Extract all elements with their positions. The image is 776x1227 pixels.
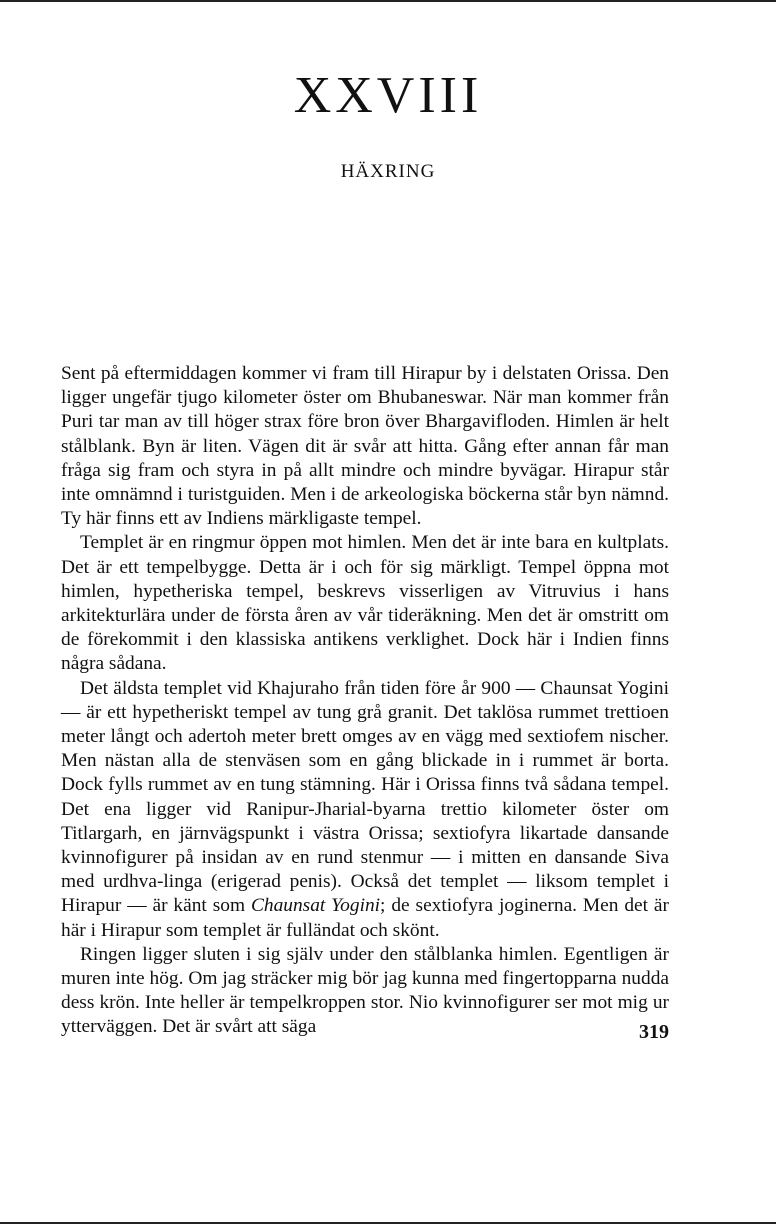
paragraph-2-text: Templet är en ringmur öppen mot himlen. Men det är inte bara en kultplats. Det är ett tempelbygge. Detta är i och för sig märkligt. Tempel öppna mot himlen, hypetheriska tempel, beskrevs visserligen av Vitruvius i hans arkitekturlära under de första åren av vår tideräkning. Men det är omstritt om de förekommit i den klassiska antikens verklighet. Dock här i Indien finns några sådana.	[61, 532, 669, 675]
page-number: 319	[639, 1021, 669, 1043]
paragraph-3-text-b: ; de sextiofyra joginerna. Men det är här i Hirapur som templet är fulländat och skönt.	[61, 895, 669, 941]
body-text	[61, 362, 669, 1040]
paragraph-3-text-a: Det äldsta templet vid Khajuraho från tiden före år 900 — Chaunsat Yogini — är ett hypetheriskt tempel av tung grå granit. Det taklösa rummet trettioen meter långt och adertoh meter brett omges av en vägg med sextiofem nischer. Men nästan alla de stenväsen som en gång blickade in i rummet är borta. Dock fylls rummet av en tung stämning. Här i Orissa finns två sådana tempel. Det ena ligger vid Ranipur-Jharial-byarna trettio kilometer öster om Titlargarh, en järnvägspunkt i västra Orissa; sextiofyra likartade dansande kvinnofigurer på insidan av en rund stenmur — i mitten en dansande Siva med urdhva-linga (erigerad penis). Också det templet — liksom templet i Hirapur — är känt som	[61, 677, 669, 917]
paragraph-4-text: Ringen ligger sluten i sig själv under den stålblanka himlen. Egentligen är muren inte hög. Om jag sträcker mig bör jag kunna med fingertopparna nudda dess krön. Inte heller är tempelkroppen stor. Nio kvinnofigurer ser mot mig ur ytterväggen. Det är svårt att säga	[61, 943, 669, 1038]
paragraph-2	[61, 531, 669, 676]
paragraph-1-text: Sent på eftermiddagen kommer vi fram till Hirapur by i delstaten Orissa. Den ligger ungefär tjugo kilometer öster om Bhubaneswar. När man kommer från Puri tar man av till höger strax före bron över Bhargavifloden. Himlen är helt stålblank. Byn är liten. Vägen dit är svår att hitta. Gång efter annan får man fråga sig fram och styra in på allt mindre och mindre byvägar. Hirapur står inte omnämnd i turistguiden. Men i de arkeologiska böckerna står byn nämnd. Ty här finns ett av Indiens märkligaste tempel.	[61, 363, 669, 530]
paragraph-3	[61, 677, 669, 943]
chapter-title: HÄXRING	[340, 161, 436, 182]
chapter-number: XXVIII	[293, 67, 483, 124]
paragraph-1	[61, 362, 669, 531]
bottom-edge-rule	[0, 1222, 776, 1224]
top-edge-rule	[0, 0, 776, 2]
italic-title-chaunsat-yogini: Chaunsat Yogini	[250, 895, 381, 917]
paragraph-4	[61, 943, 669, 1040]
